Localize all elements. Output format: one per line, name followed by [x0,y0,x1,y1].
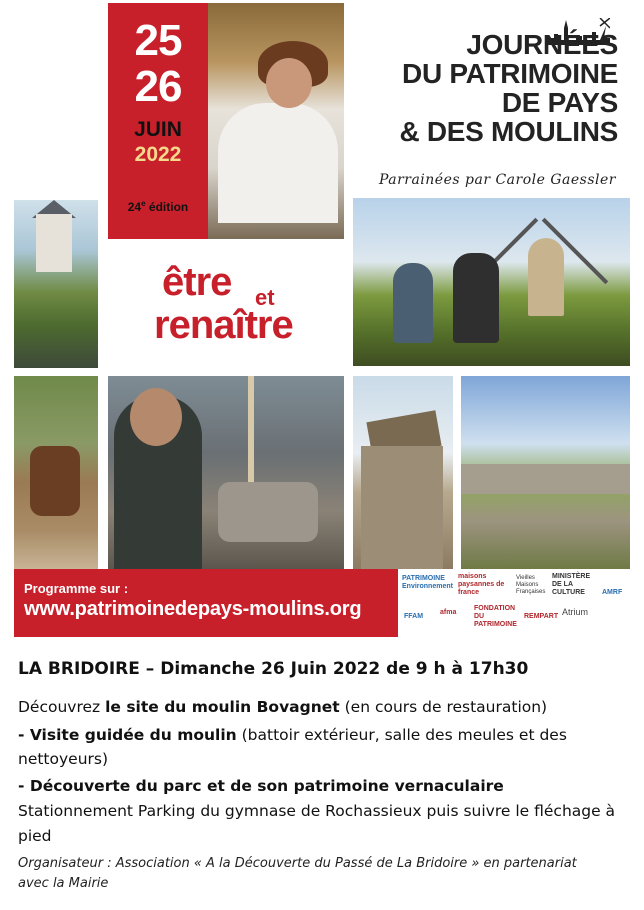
discover-suffix: (en cours de restauration) [339,698,548,716]
title-line-1: JOURNÉES [466,29,618,60]
parc-bold: - Découverte du parc et de son patrimoine vernaculaire [18,777,504,795]
visit-line [18,725,638,745]
logo-rempart: REMPART [524,613,559,620]
date-day-1: 25 [134,16,182,65]
organiser-line-2: avec la Mairie [18,876,109,891]
logo-ffam: FFAM [404,613,424,620]
logo-atrium: Atrium [562,607,589,617]
programme-banner [14,569,398,637]
photo-stone-lifting [108,376,344,569]
logo-fondation-patrimoine: FONDATION DU PATRIMOINE [474,605,517,628]
photo-ruins [461,376,630,569]
date-day-2: 26 [134,62,182,111]
partner-logos [398,569,630,637]
programme-label: Programme sur : [24,581,129,596]
title-line-3: DE PAYS [501,87,618,118]
logo-vieilles-maisons: Vieilles Maisons Françaises [516,575,546,595]
programme-url[interactable]: www.patrimoinedepays-moulins.org [24,598,362,620]
photo-windmill [353,198,630,366]
photo-tower-restoration [353,376,453,569]
organiser-line-1: Organisateur : Association « A la Découverte du Passé de La Bridoire » en partenariat [18,856,577,871]
edition-sup: e [141,199,146,208]
parking-line-2: pied [18,827,52,845]
logo-maisons-paysannes: maisons paysannes de france [458,573,505,596]
date-year: 2022 [134,143,182,166]
discover-site: le site du moulin Bovagnet [105,698,340,716]
visit-line-2: nettoyeurs) [18,750,109,768]
event-title [368,30,618,146]
title-line-4: & DES MOULINS [399,116,618,147]
logo-patrimoine-environnement: PATRIMOINE Environnement [402,575,453,590]
slogan-etre: être [162,260,232,304]
edition-label [108,199,208,214]
title-line-2: DU PATRIMOINE [402,58,618,89]
discover-line [18,697,638,717]
parc-line [18,776,638,796]
photo-castle [14,200,98,368]
edition-word: édition [145,200,189,214]
event-heading: LA BRIDOIRE – Dimanche 26 Juin 2022 de 9 h à 17h30 [18,659,529,679]
slogan-renaitre: renaître [154,303,293,347]
parking-line-1: Stationnement Parking du gymnase de Rochassieux puis suivre le fléchage à [18,802,616,820]
discover-prefix: Découvrez [18,698,106,716]
photo-horse [14,376,98,569]
photo-stone-carver [208,3,344,239]
logo-ministere-culture: MINISTÈRE DE LA CULTURE [552,573,591,596]
edition-number: 24 [127,200,142,214]
sponsor-line: Parrainées par Carole Gaessler [378,172,616,188]
date-month: JUIN [134,118,182,141]
logo-amrf: AMRF [602,589,623,596]
date-block [108,3,208,239]
slogan-et: et [255,285,275,310]
visit-bold: - Visite guidée du moulin [18,726,237,744]
logo-afma: afma [440,609,457,616]
visit-rest-1: (battoir extérieur, salle des meules et des [236,726,567,744]
